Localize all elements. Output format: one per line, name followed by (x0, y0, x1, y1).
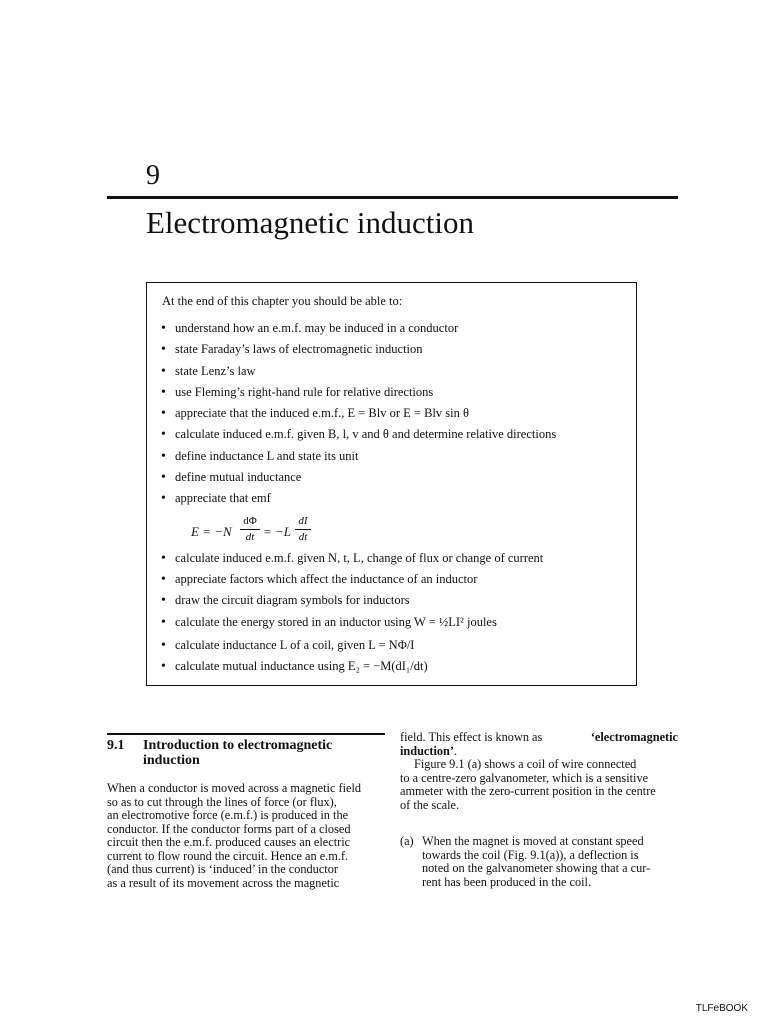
paragraph-line: rent has been produced in the coil. (422, 874, 592, 889)
paragraph-line: When the magnet is moved at constant speed (422, 834, 644, 848)
objectives-intro: At the end of this chapter you should be able to: (162, 294, 403, 308)
bullet-icon: • (161, 385, 166, 400)
objective-item: • appreciate that emf (161, 491, 271, 506)
bullet-icon: • (161, 449, 166, 464)
bullet-icon: • (161, 491, 166, 506)
bullet-icon: • (161, 593, 166, 608)
chapter-rule (107, 196, 678, 199)
objective-item: • understand how an e.m.f. may be induced in a conductor (161, 321, 459, 336)
paragraph-line: to a centre-zero galvanometer, which is a sensitive (400, 770, 649, 785)
bullet-icon: • (161, 427, 166, 442)
objective-item: • calculate inductance L of a coil, given L = NΦ/I (161, 638, 415, 653)
paragraph-line: as a result of its movement across the magnetic (107, 875, 340, 890)
list-item-label: (a) (400, 834, 414, 848)
objective-item: • calculate the energy stored in an inductor using W = ½LI² joules (161, 615, 497, 630)
section-rule (107, 733, 385, 735)
chapter-title: Electromagnetic induction (146, 205, 474, 240)
paragraph-line: Figure 9.1 (a) shows a coil of wire connected (414, 757, 637, 771)
intro-paragraph (107, 782, 384, 890)
objective-item: • draw the circuit diagram symbols for inductors (161, 593, 410, 608)
bullet-icon: • (161, 406, 166, 421)
objective-item: • define inductance L and state its unit (161, 449, 359, 464)
paragraph-line: induction’. (400, 743, 458, 758)
formula-fraction-flux: dΦ dt (240, 515, 260, 544)
paragraph-line: field. This effect is known as ‘electromagnetic (400, 730, 678, 744)
formula-fraction-current: dI dt (295, 515, 311, 544)
bullet-icon: • (161, 638, 166, 653)
bullet-icon: • (161, 659, 166, 674)
bullet-icon: • (161, 364, 166, 379)
emf-formula (191, 513, 391, 549)
objective-item: • state Faraday’s laws of electromagnetic induction (161, 342, 423, 357)
footer-watermark: TLFeBOOK (695, 1003, 748, 1014)
formula-mid: = −L (263, 524, 292, 539)
bullet-icon: • (161, 470, 166, 485)
paragraph-line: noted on the galvanometer showing that a cur- (422, 861, 651, 875)
formula-lhs: E = −N (191, 524, 232, 539)
bullet-icon: • (161, 615, 166, 630)
bullet-icon: • (161, 321, 166, 336)
objective-item: • appreciate factors which affect the inductance of an inductor (161, 572, 478, 587)
bullet-icon: • (161, 551, 166, 566)
paragraph-line: When a conductor is moved across a magnetic field (107, 781, 362, 795)
paragraph-line: an electromotive force (e.m.f.) is produced in the (107, 808, 349, 822)
objective-item: • state Lenz’s law (161, 364, 256, 379)
paragraph-line: circuit then the e.m.f. produced causes an electric (107, 835, 351, 849)
objective-item: • use Fleming’s right-hand rule for relative directions (161, 385, 434, 400)
objective-item: • calculate induced e.m.f. given N, t, L, change of flux or change of current (161, 551, 544, 566)
objective-item: • calculate mutual inductance using E₂ = −M(dI₁/dt) (161, 659, 428, 674)
section-number: 9.1 (107, 738, 125, 753)
objective-item: • define mutual inductance (161, 470, 302, 485)
paragraph-line: conductor. If the conductor forms part of a closed (107, 821, 351, 836)
continuation-paragraph (400, 731, 678, 812)
objective-item: • calculate induced e.m.f. given B, l, v and θ and determine relative directions (161, 427, 557, 442)
paragraph-line: so as to cut through the lines of force (or flux), (107, 794, 337, 809)
paragraph-line: towards the coil (Fig. 9.1(a)), a deflection is (422, 847, 639, 862)
bullet-icon: • (161, 572, 166, 587)
objective-item: • appreciate that the induced e.m.f., E = Blv or E = Blv sin θ (161, 406, 469, 421)
paragraph-line: of the scale. (400, 797, 460, 812)
section-title: Introduction to electromagnetic induction (143, 738, 333, 768)
paragraph-line: (and thus current) is ‘induced’ in the conductor (107, 862, 338, 876)
paragraph-line: current to flow round the circuit. Hence an e.m.f. (107, 848, 349, 863)
list-item-body (422, 835, 678, 889)
objectives-box (146, 282, 637, 686)
paragraph-line: ammeter with the zero-current position in the centre (400, 784, 656, 798)
chapter-number: 9 (146, 160, 160, 191)
bullet-icon: • (161, 342, 166, 357)
